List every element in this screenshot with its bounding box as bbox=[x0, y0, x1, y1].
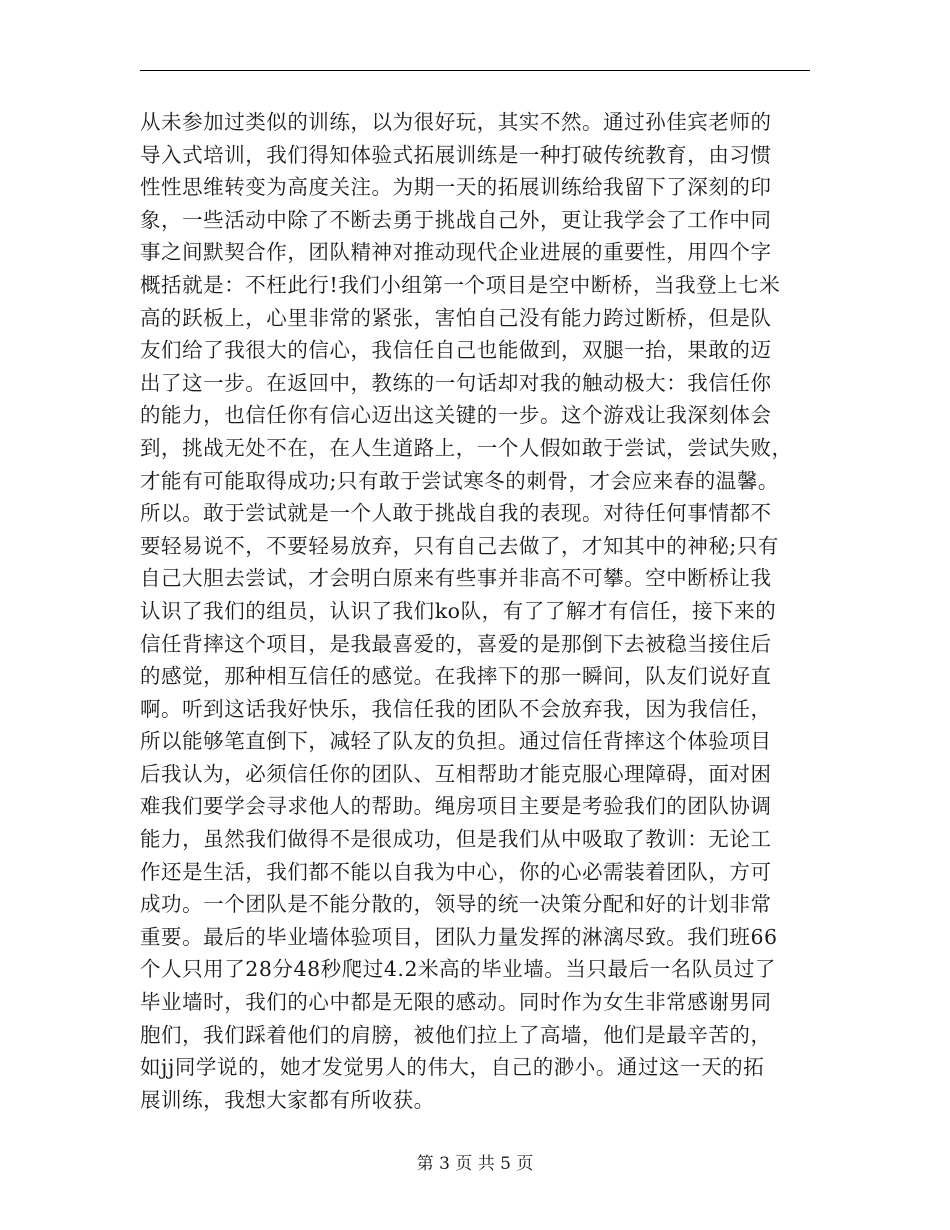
text-line: 胞们，我们踩着他们的肩膀，被他们拉上了高墙，他们是最辛苦的， bbox=[140, 1022, 772, 1047]
text-line: 出了这一步。在返回中，教练的一句话却对我的触动极大：我信任你 bbox=[140, 370, 772, 395]
text-line: 象，一些活动中除了不断去勇于挑战自己外，更让我学会了工作中同 bbox=[140, 207, 772, 232]
text-line: 的感觉，那种相互信任的感觉。在我摔下的那一瞬间，队友们说好直 bbox=[140, 664, 772, 689]
text-line: 才能有可能取得成功;只有敢于尝试寒冬的刺骨，才会应来春的温馨。 bbox=[140, 468, 779, 493]
text-line: 所以。敢于尝试就是一个人敢于挑战自我的表现。对待任何事情都不 bbox=[140, 501, 772, 526]
text-line: 自己大胆去尝试，才会明白原来有些事并非高不可攀。空中断桥让我 bbox=[140, 566, 772, 591]
text-line: 信任背摔这个项目，是我最喜爱的，喜爱的是那倒下去被稳当接住后 bbox=[140, 631, 772, 656]
page-number: 第 3 页 共 5 页 bbox=[416, 1154, 534, 1174]
text-line: 难我们要学会寻求他人的帮助。绳房项目主要是考验我们的团队协调 bbox=[140, 794, 772, 819]
text-line: 能力，虽然我们做得不是很成功，但是我们从中吸取了教训：无论工 bbox=[140, 827, 772, 852]
text-line: 啊。听到这话我好快乐，我信任我的团队不会放弃我，因为我信任， bbox=[140, 696, 772, 721]
text-line: 从未参加过类似的训练，以为很好玩，其实不然。通过孙佳宾老师的 bbox=[140, 110, 772, 134]
text-line: 友们给了我很大的信心，我信任自己也能做到，双腿一抬，果敢的迈 bbox=[140, 338, 772, 363]
text-line: 到，挑战无处不在，在人生道路上，一个人假如敢于尝试，尝试失败， bbox=[140, 435, 793, 460]
text-line: 的能力，也信任你有信心迈出这关键的一步。这个游戏让我深刻体会 bbox=[140, 403, 772, 428]
text-line: 认识了我们的组员，认识了我们ko队，有了了解才有信任，接下来的 bbox=[140, 598, 777, 623]
text-line: 事之间默契合作，团队精神对推动现代企业进展的重要性，用四个字 bbox=[140, 240, 772, 265]
text-line: 所以能够笔直倒下，减轻了队友的负担。通过信任背摔这个体验项目 bbox=[140, 729, 772, 754]
header-rule bbox=[140, 70, 810, 71]
text-line: 个人只用了28分48秒爬过4.2米高的毕业墙。当只最后一名队员过了 bbox=[140, 957, 776, 982]
text-line: 导入式培训，我们得知体验式拓展训练是一种打破传统教育，由习惯 bbox=[140, 142, 772, 167]
text-line: 高的跃板上，心里非常的紧张，害怕自己没有能力跨过断桥，但是队 bbox=[140, 305, 772, 330]
text-line: 成功。一个团队是不能分散的，领导的统一决策分配和好的计划非常 bbox=[140, 892, 772, 917]
text-line: 后我认为，必须信任你的团队、互相帮助才能克服心理障碍，面对困 bbox=[140, 761, 772, 786]
text-line: 毕业墙时，我们的心中都是无限的感动。同时作为女生非常感谢男同 bbox=[140, 990, 772, 1015]
text-line: 概括就是：不枉此行!我们小组第一个项目是空中断桥，当我登上七米 bbox=[140, 272, 781, 297]
text-line: 展训练，我想大家都有所收获。 bbox=[140, 1087, 435, 1112]
text-line: 重要。最后的毕业墙体验项目，团队力量发挥的淋漓尽致。我们班66 bbox=[140, 924, 778, 949]
body-text bbox=[140, 106, 820, 1116]
text-line: 性性思维转变为高度关注。为期一天的拓展训练给我留下了深刻的印 bbox=[140, 175, 772, 200]
text-line: 作还是生活，我们都不能以自我为中心，你的心必需装着团队，方可 bbox=[140, 859, 772, 884]
text-line: 要轻易说不，不要轻易放弃，只有自己去做了，才知其中的神秘;只有 bbox=[140, 533, 779, 558]
text-line: 如jj同学说的，她才发觉男人的伟大，自己的渺小。通过这一天的拓 bbox=[140, 1055, 765, 1080]
